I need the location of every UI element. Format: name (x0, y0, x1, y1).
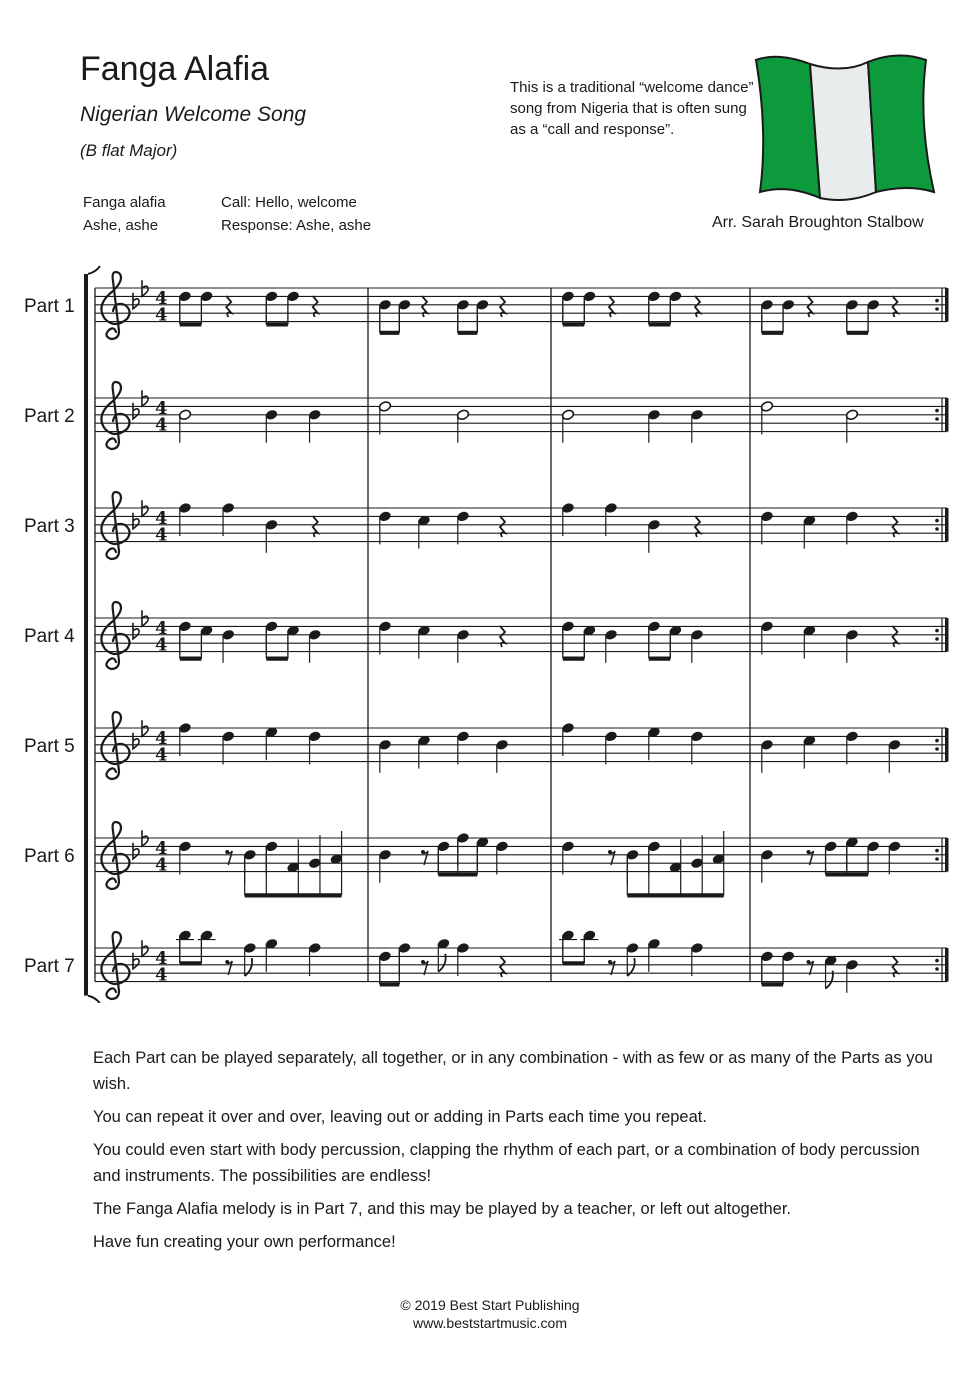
quarter-rest-icon (422, 296, 427, 317)
quarter-rest-icon (695, 296, 700, 317)
flat-icon (133, 623, 139, 639)
repeat-dot (935, 849, 939, 853)
time-signature-bottom: 4 (155, 964, 168, 986)
quarter-rest-icon (893, 516, 898, 537)
treble-clef-icon (101, 932, 129, 999)
part-label: Part 5 (24, 735, 75, 757)
note-paragraph: You can repeat it over and over, leaving out or adding in Parts each time you repeat. (93, 1108, 707, 1126)
quarter-rest-icon (500, 516, 505, 537)
website: www.beststartmusic.com (412, 1315, 568, 1331)
note-paragraph: You could even start with body percussion, clapping the rhythm of each part, or a combination of body percussion and instruments. The possibilities are endless! (93, 1141, 920, 1185)
time-signature-bottom: 4 (155, 744, 168, 766)
quarter-rest-icon (500, 626, 505, 647)
time-signature-bottom: 4 (155, 304, 168, 326)
treble-clef-icon (101, 492, 129, 559)
repeat-dot (935, 959, 939, 963)
quarter-rest-icon (609, 296, 614, 317)
note-paragraph: The Fanga Alafia melody is in Part 7, and this may be played by a teacher, or left out altogether. (93, 1200, 791, 1218)
part-label: Part 3 (24, 515, 75, 537)
flat-icon (133, 513, 139, 529)
part-label: Part 7 (24, 955, 75, 977)
time-signature-top: 4 (155, 507, 168, 529)
quarter-rest-icon (893, 296, 898, 317)
footer (0, 1296, 980, 1332)
quarter-rest-icon (500, 956, 505, 977)
treble-clef-icon (101, 272, 129, 339)
page-subtitle: Nigerian Welcome Song (80, 103, 307, 126)
lyric-line-2: Ashe, ashe (83, 217, 159, 234)
repeat-dot (935, 967, 939, 971)
repeat-dot (935, 307, 939, 311)
repeat-dot (935, 409, 939, 413)
key-signature-label: (B flat Major) (80, 141, 178, 160)
treble-clef-icon (101, 712, 129, 779)
part-label: Part 4 (24, 625, 75, 647)
flat-icon (133, 843, 139, 859)
repeat-dot (935, 519, 939, 523)
time-signature-top: 4 (155, 837, 168, 859)
nigeria-flag (748, 52, 948, 212)
quarter-rest-icon (313, 296, 318, 317)
lyrics-original (83, 191, 166, 237)
treble-clef-icon (101, 822, 129, 889)
flag-right-stripe (868, 55, 934, 192)
time-signature-bottom: 4 (155, 414, 168, 436)
time-signature-bottom: 4 (155, 524, 168, 546)
performance-notes (93, 1045, 933, 1262)
repeat-dot (935, 527, 939, 531)
time-signature-top: 4 (155, 727, 168, 749)
intro-text: This is a traditional “welcome dance” song from Nigeria that is often sung as a “call and response”. (510, 79, 754, 138)
flat-icon (133, 953, 139, 969)
repeat-dot (935, 747, 939, 751)
quarter-rest-icon (893, 626, 898, 647)
quarter-rest-icon (808, 296, 813, 317)
music-score (0, 258, 980, 1003)
time-signature-top: 4 (155, 947, 168, 969)
note-paragraph: Have fun creating your own performance! (93, 1233, 396, 1251)
page-title: Fanga Alafia (80, 50, 270, 88)
lyric-response: Response: Ashe, ashe (221, 217, 372, 234)
quarter-rest-icon (500, 296, 505, 317)
repeat-dot (935, 299, 939, 303)
flat-icon (133, 293, 139, 309)
copyright: © 2019 Best Start Publishing (400, 1297, 580, 1313)
flat-icon (133, 403, 139, 419)
repeat-dot (935, 637, 939, 641)
part-label: Part 2 (24, 405, 75, 427)
repeat-dot (935, 857, 939, 861)
flat-icon (133, 733, 139, 749)
repeat-thick-line (945, 288, 949, 322)
lyrics-translation (221, 191, 371, 237)
time-signature-top: 4 (155, 617, 168, 639)
time-signature-bottom: 4 (155, 854, 168, 876)
flag-center-stripe (810, 62, 876, 200)
time-signature-bottom: 4 (155, 634, 168, 656)
bracket-top-hook (88, 266, 100, 274)
repeat-thick-line (945, 508, 949, 542)
repeat-dot (935, 739, 939, 743)
time-signature-top: 4 (155, 287, 168, 309)
quarter-rest-icon (313, 516, 318, 537)
bracket-bottom-hook (88, 996, 100, 1003)
note-paragraph: Each Part can be played separately, all together, or in any combination - with as few or as many of the Parts as you wish. (93, 1049, 933, 1093)
repeat-thick-line (945, 838, 949, 872)
quarter-rest-icon (893, 956, 898, 977)
repeat-thick-line (945, 618, 949, 652)
repeat-dot (935, 417, 939, 421)
treble-clef-icon (101, 382, 129, 449)
repeat-dot (935, 629, 939, 633)
arranger-credit: Arr. Sarah Broughton Stalbow (712, 214, 924, 231)
part-label: Part 6 (24, 845, 75, 867)
lyric-line-1: Fanga alafia (83, 194, 166, 211)
repeat-thick-line (945, 948, 949, 982)
system-bracket (84, 274, 88, 996)
time-signature-top: 4 (155, 397, 168, 419)
quarter-rest-icon (226, 296, 231, 317)
repeat-thick-line (945, 398, 949, 432)
treble-clef-icon (101, 602, 129, 669)
repeat-thick-line (945, 728, 949, 762)
part-label: Part 1 (24, 295, 75, 317)
quarter-rest-icon (695, 516, 700, 537)
lyric-call: Call: Hello, welcome (221, 194, 357, 211)
